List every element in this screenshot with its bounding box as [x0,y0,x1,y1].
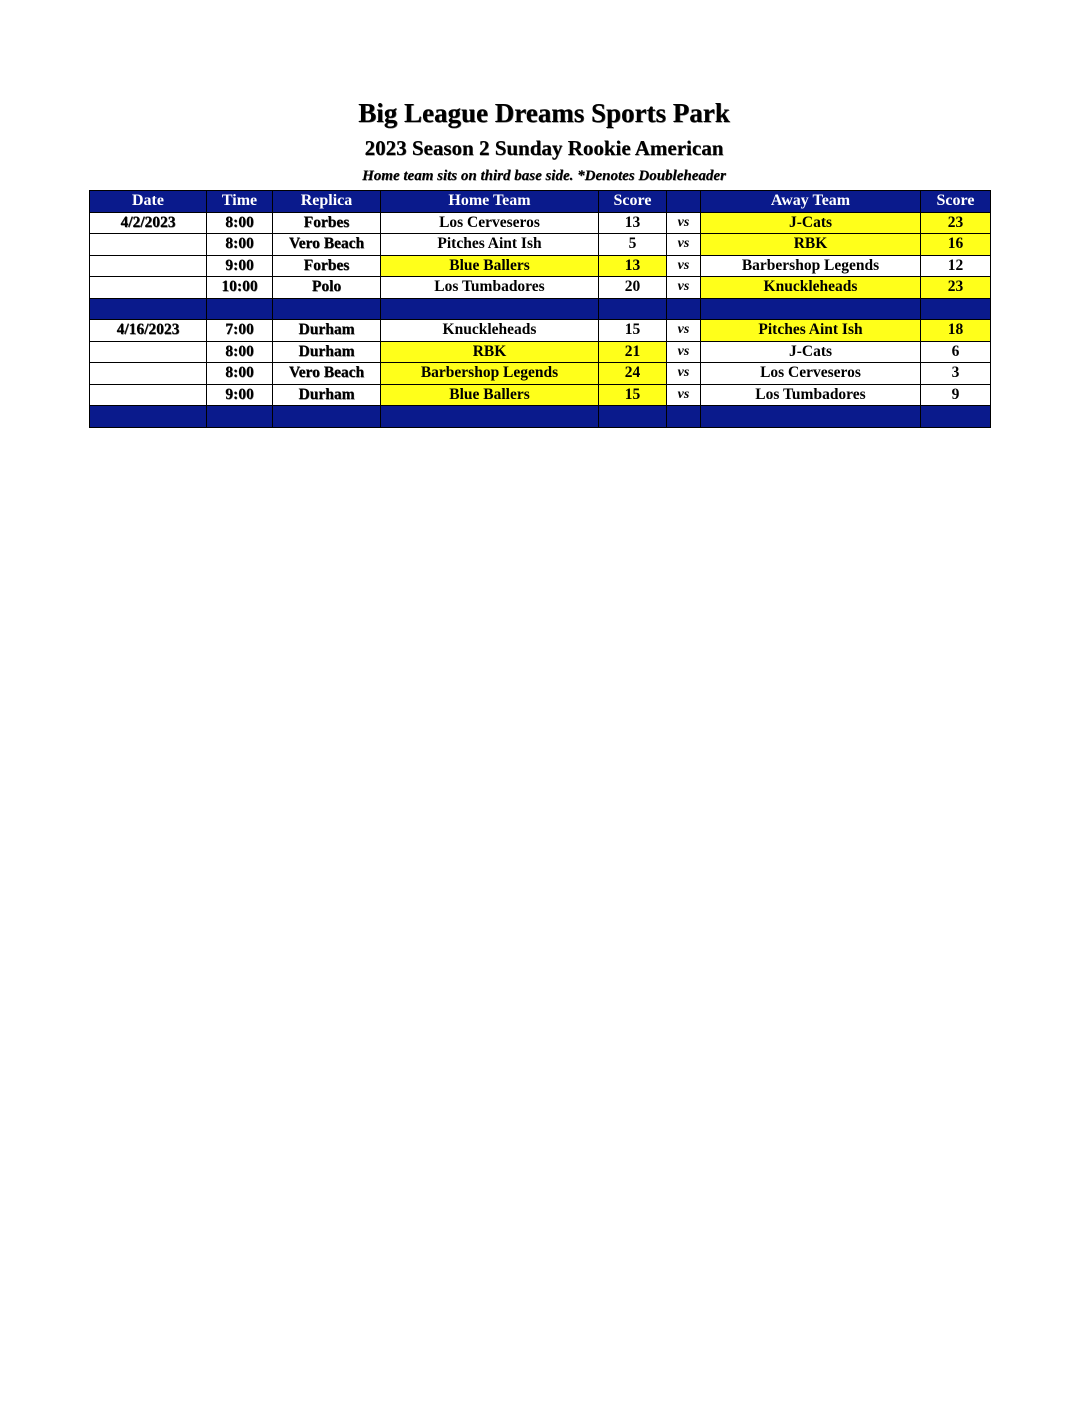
vs-label: vs [667,234,701,256]
vs-label: vs [667,277,701,299]
game-date [90,277,207,299]
game-replica: Forbes [273,255,381,277]
game-time: 9:00 [207,255,273,277]
home-team: Pitches Aint Ish [381,234,599,256]
separator-cell [381,298,599,320]
away-score: 16 [921,234,991,256]
game-row [90,341,991,363]
game-replica: Durham [273,341,381,363]
page-title: Big League Dreams Sports Park [358,98,730,128]
game-row [90,384,991,406]
game-replica: Forbes [273,212,381,234]
header-date: Date [90,191,207,213]
header-home-score: Score [599,191,667,213]
game-date [90,363,207,385]
game-row [90,320,991,342]
home-team: Barbershop Legends [381,363,599,385]
game-row [90,234,991,256]
game-date: 4/2/2023 [90,212,207,234]
away-team: RBK [701,234,921,256]
separator-cell [207,298,273,320]
schedule-table [89,190,991,428]
game-time: 8:00 [207,363,273,385]
game-row [90,277,991,299]
game-time: 10:00 [207,277,273,299]
home-team: Knuckleheads [381,320,599,342]
vs-label: vs [667,320,701,342]
away-score: 6 [921,341,991,363]
game-replica: Vero Beach [273,363,381,385]
away-team: Knuckleheads [701,277,921,299]
header-away-score: Score [921,191,991,213]
game-row [90,363,991,385]
home-team: Blue Ballers [381,384,599,406]
game-date [90,234,207,256]
header-row [90,191,991,213]
game-time: 8:00 [207,234,273,256]
away-score: 3 [921,363,991,385]
home-team: Los Tumbadores [381,277,599,299]
home-score: 13 [599,212,667,234]
header-replica: Replica [273,191,381,213]
away-score: 23 [921,212,991,234]
home-score: 24 [599,363,667,385]
away-team: J-Cats [701,212,921,234]
game-replica: Polo [273,277,381,299]
group-separator-row [90,298,991,320]
schedule-body [90,212,991,427]
separator-cell [701,298,921,320]
game-date: 4/16/2023 [90,320,207,342]
separator-cell [381,406,599,428]
header-time: Time [207,191,273,213]
separator-cell [90,298,207,320]
home-score: 20 [599,277,667,299]
away-team: Pitches Aint Ish [701,320,921,342]
home-score: 13 [599,255,667,277]
separator-cell [90,406,207,428]
separator-cell [667,298,701,320]
header-home-team: Home Team [381,191,599,213]
separator-cell [599,298,667,320]
header-away-team: Away Team [701,191,921,213]
away-team: Barbershop Legends [701,255,921,277]
page-subtitle: 2023 Season 2 Sunday Rookie American [364,136,724,160]
group-separator-row [90,406,991,428]
game-date [90,255,207,277]
separator-cell [921,406,991,428]
vs-label: vs [667,212,701,234]
separator-cell [701,406,921,428]
home-team: Los Cerveseros [381,212,599,234]
game-time: 8:00 [207,341,273,363]
vs-label: vs [667,384,701,406]
separator-cell [599,406,667,428]
home-team: Blue Ballers [381,255,599,277]
separator-cell [207,406,273,428]
home-score: 5 [599,234,667,256]
game-date [90,341,207,363]
away-team: Los Tumbadores [701,384,921,406]
game-row [90,255,991,277]
home-team: RBK [381,341,599,363]
header-vs [667,191,701,213]
vs-label: vs [667,255,701,277]
game-row [90,212,991,234]
away-score: 9 [921,384,991,406]
separator-cell [273,406,381,428]
game-replica: Durham [273,384,381,406]
game-replica: Vero Beach [273,234,381,256]
game-time: 8:00 [207,212,273,234]
separator-cell [667,406,701,428]
home-score: 15 [599,384,667,406]
away-score: 18 [921,320,991,342]
game-date [90,384,207,406]
game-time: 7:00 [207,320,273,342]
separator-cell [273,298,381,320]
game-replica: Durham [273,320,381,342]
separator-cell [921,298,991,320]
schedule-note: Home team sits on third base side. *Denotes Doubleheader [362,168,726,184]
away-team: Los Cerveseros [701,363,921,385]
away-team: J-Cats [701,341,921,363]
away-score: 12 [921,255,991,277]
home-score: 15 [599,320,667,342]
home-score: 21 [599,341,667,363]
vs-label: vs [667,341,701,363]
away-score: 23 [921,277,991,299]
vs-label: vs [667,363,701,385]
game-time: 9:00 [207,384,273,406]
